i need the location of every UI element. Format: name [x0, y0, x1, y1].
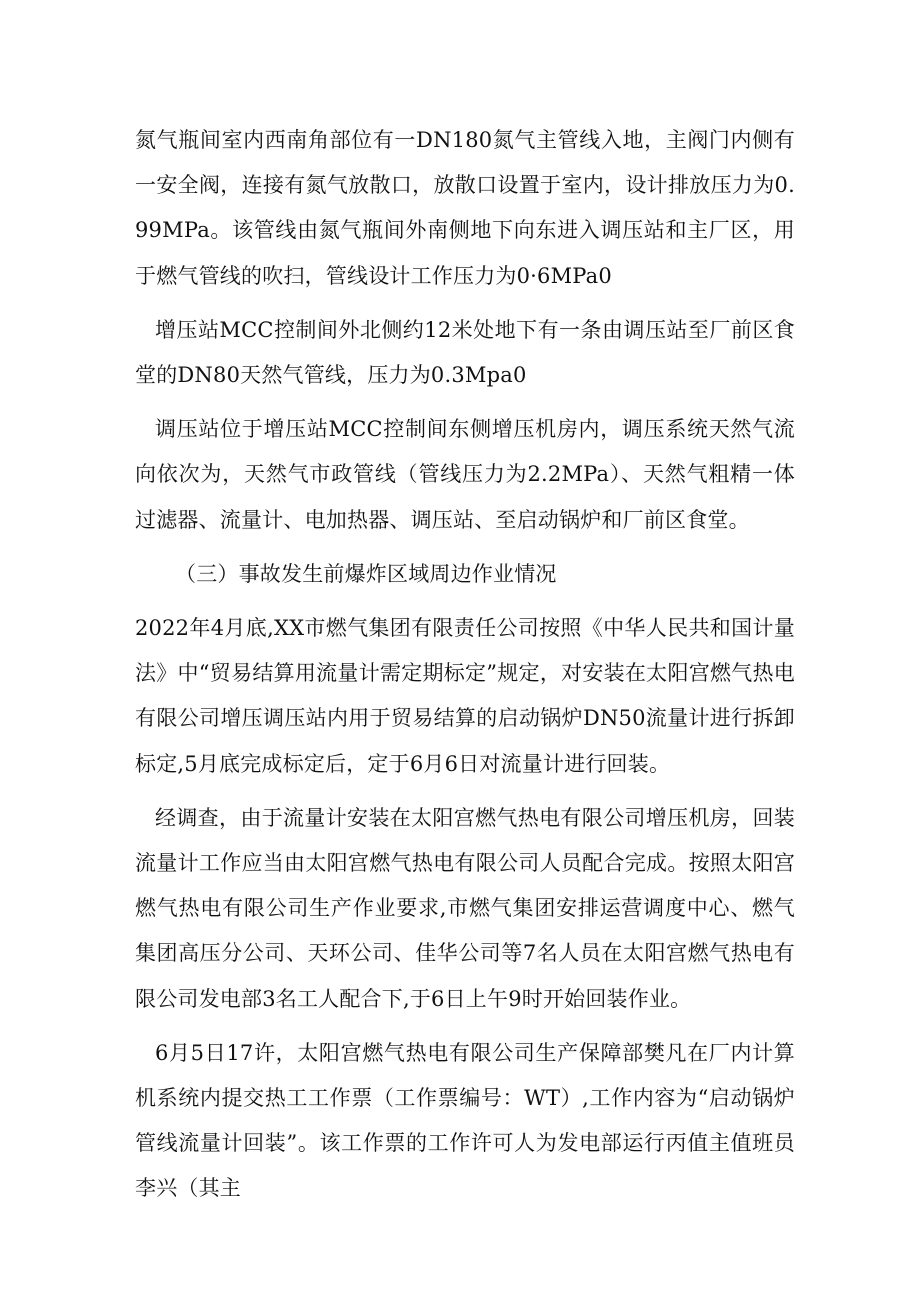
paragraph-work-ticket: 6月5日17许，太阳宫燃气热电有限公司生产保障部樊凡在厂内计算机系统内提交热工工作票（工作票编号：WT）,工作内容为“启动锅炉管线流量计回装”。该工作票的工作许可人为发电部运行丙值主值班员李兴（其主	[135, 1040, 795, 1201]
document-body	[135, 118, 795, 1212]
paragraph-dn80-gas-line: 增压站MCC控制间外北侧约12米处地下有一条由调压站至厂前区食堂的DN80天然气管线，压力为0.3Mpa0	[135, 317, 795, 388]
paragraph-flowmeter-calibration: 2022年4月底,XX市燃气集团有限责任公司按照《中华人民共和国计量法》中“贸易结算用流量计需定期标定”规定，对安装在太阳宫燃气热电有限公司增压调压站内用于贸易结算的启动锅炉DN50流量计进行拆卸标定,5月底完成标定后，定于6月6日对流量计进行回装。	[135, 616, 795, 776]
paragraph-investigation-reinstall: 经调查，由于流量计安装在太阳宫燃气热电有限公司增压机房，回装流量计工作应当由太阳宫燃气热电有限公司人员配合完成。按照太阳宫燃气热电有限公司生产作业要求,市燃气集团安排运营调度中心、燃气集团高压分公司、天环公司、佳华公司等7名人员在太阳宫燃气热电有限公司发电部3名工人配合下,于6日上午9时开始回装作业。	[135, 805, 795, 1011]
paragraph-nitrogen-main-line: 氮气瓶间室内西南角部位有一DN180氮气主管线入地，主阀门内侧有一安全阀，连接有氮气放散口，放散口设置于室内，设计排放压力为0.99MPa。该管线由氮气瓶间外南侧地下向东进入调压站和主厂区，用于燃气管线的吹扫，管线设计工作压力为0·6MPa0	[135, 128, 795, 288]
section-heading-prior-operations: （三）事故发生前爆炸区域周边作业情况	[175, 561, 557, 586]
paragraph-pressure-station-flow: 调压站位于增压站MCC控制间东侧增压机房内，调压系统天然气流向依次为，天然气市政管线（管线压力为2.2MPa）、天然气粗精一体过滤器、流量计、电加热器、调压站、至启动锅炉和厂前区食堂。	[135, 417, 795, 532]
